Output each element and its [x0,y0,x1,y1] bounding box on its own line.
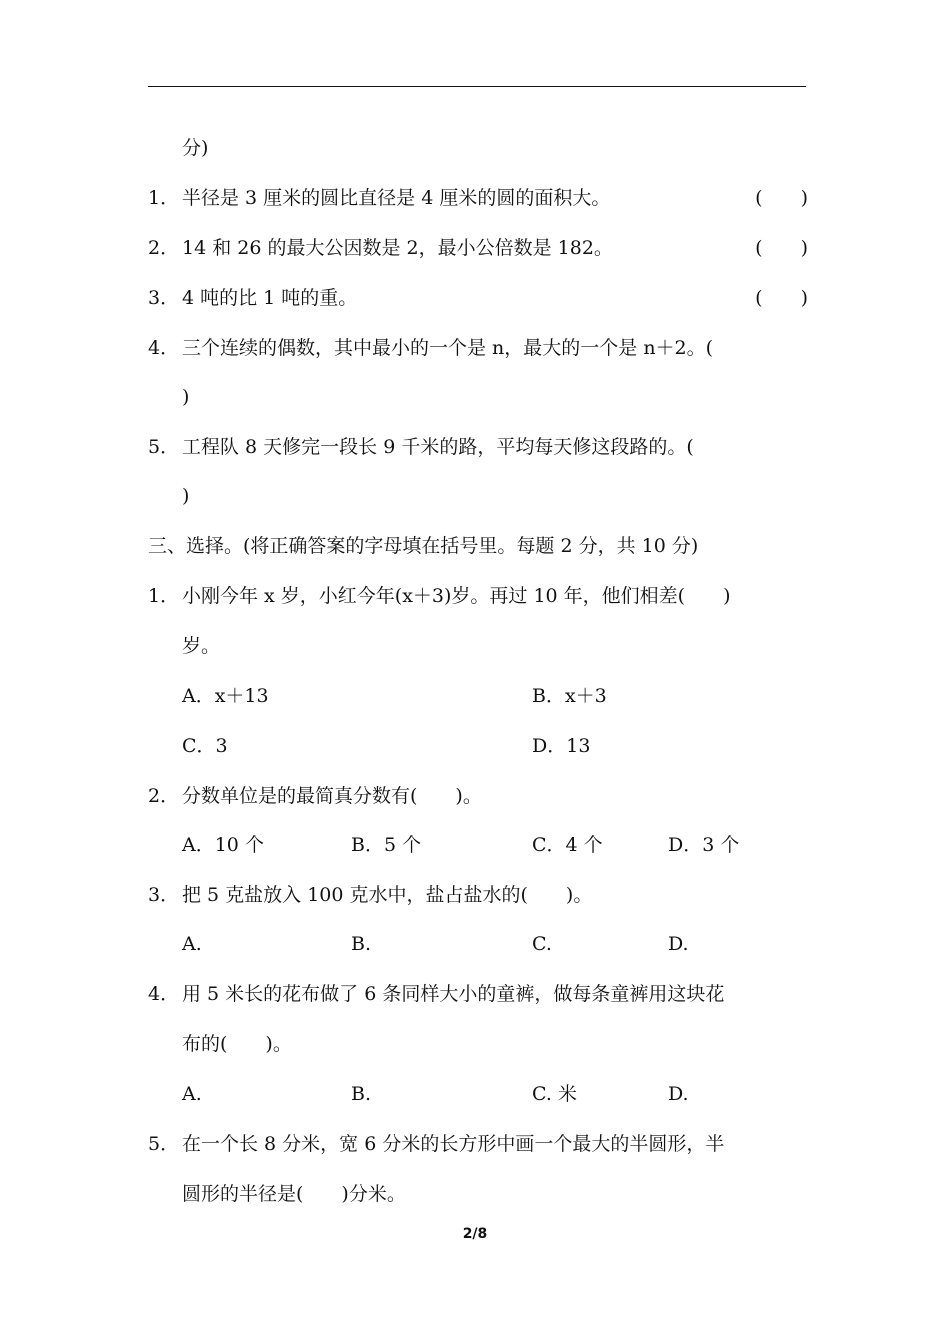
question-text: 半径是 3 厘米的圆比直径是 4 厘米的圆的面积大。 [182,187,611,209]
question-number: 5． [148,436,180,458]
option-a[interactable]: A．10 个 [182,834,264,856]
choice-question-2 [148,785,808,807]
question-number: 2． [148,237,180,259]
option-c[interactable]: C. 米 [532,1083,577,1105]
option-d[interactable]: D. [668,933,689,955]
option-a[interactable]: A. [182,1083,202,1105]
question-text: 三个连续的偶数，其中最小的一个是 n，最大的一个是 n＋2。( [182,337,714,359]
option-a[interactable]: A. [182,933,202,955]
choice-question-5 [148,1133,808,1155]
option-d[interactable]: D．13 [532,735,591,757]
option-c[interactable]: C. [532,933,552,955]
section3-title: 三、选择。(将正确答案的字母填在括号里。每题 2 分，共 10 分) [148,535,699,557]
question-number: 5． [148,1133,180,1155]
option-d[interactable]: D. [668,1083,689,1105]
option-b[interactable]: B．5 个 [351,834,422,856]
option-b[interactable]: B．x＋3 [532,685,607,707]
section2-title-continuation: 分) [182,137,209,159]
option-b[interactable]: B. [351,933,372,955]
answer-bracket[interactable]: ( ) [755,287,808,309]
judge-question-5 [148,436,808,458]
question-number: 4． [148,337,180,359]
question-text: 分数单位是的最简真分数有( )。 [182,785,482,807]
answer-bracket[interactable]: ( ) [755,237,808,259]
question-text: 工程队 8 天修完一段长 9 千米的路，平均每天修这段路的。( [182,436,694,458]
question-text: 4 吨的比 1 吨的重。 [182,287,358,309]
option-c[interactable]: C．3 [182,735,228,757]
question-number: 2． [148,785,180,807]
question-number: 3． [148,884,180,906]
question-text: 用 5 米长的花布做了 6 条同样大小的童裤，做每条童裤用这块花 [182,983,725,1005]
choice-question-1 [148,585,808,607]
question-text: 14 和 26 的最大公因数是 2，最小公倍数是 182。 [182,237,613,259]
question-number: 4． [148,983,180,1005]
option-d[interactable]: D．3 个 [668,834,740,856]
option-a[interactable]: A．x＋13 [182,685,269,707]
choice-question-4-continuation: 布的( )。 [182,1033,292,1055]
question-number: 3． [148,287,180,309]
answer-bracket[interactable]: ( ) [755,187,808,209]
question-text: 小刚今年 x 岁，小红今年(x＋3)岁。再过 10 年，他们相差( ) [182,585,731,607]
judge-question-3 [148,287,808,309]
choice-question-3 [148,884,808,906]
choice-question-1-continuation: 岁。 [182,635,221,657]
option-c[interactable]: C．4 个 [532,834,603,856]
judge-question-4 [148,337,808,359]
choice-question-5-continuation: 圆形的半径是( )分米。 [182,1183,406,1205]
page-number: 2/8 [462,1226,488,1242]
question-text: 在一个长 8 分米，宽 6 分米的长方形中画一个最大的半圆形，半 [182,1133,725,1155]
judge-question-5-bracket-close[interactable]: ) [182,485,190,507]
judge-question-4-bracket-close[interactable]: ) [182,386,190,408]
judge-question-1 [148,187,808,209]
header-rule [148,86,806,87]
question-text: 把 5 克盐放入 100 克水中，盐占盐水的( )。 [182,884,593,906]
option-b[interactable]: B. [351,1083,372,1105]
question-number: 1． [148,187,180,209]
question-number: 1． [148,585,180,607]
judge-question-2 [148,237,808,259]
choice-question-4 [148,983,808,1005]
